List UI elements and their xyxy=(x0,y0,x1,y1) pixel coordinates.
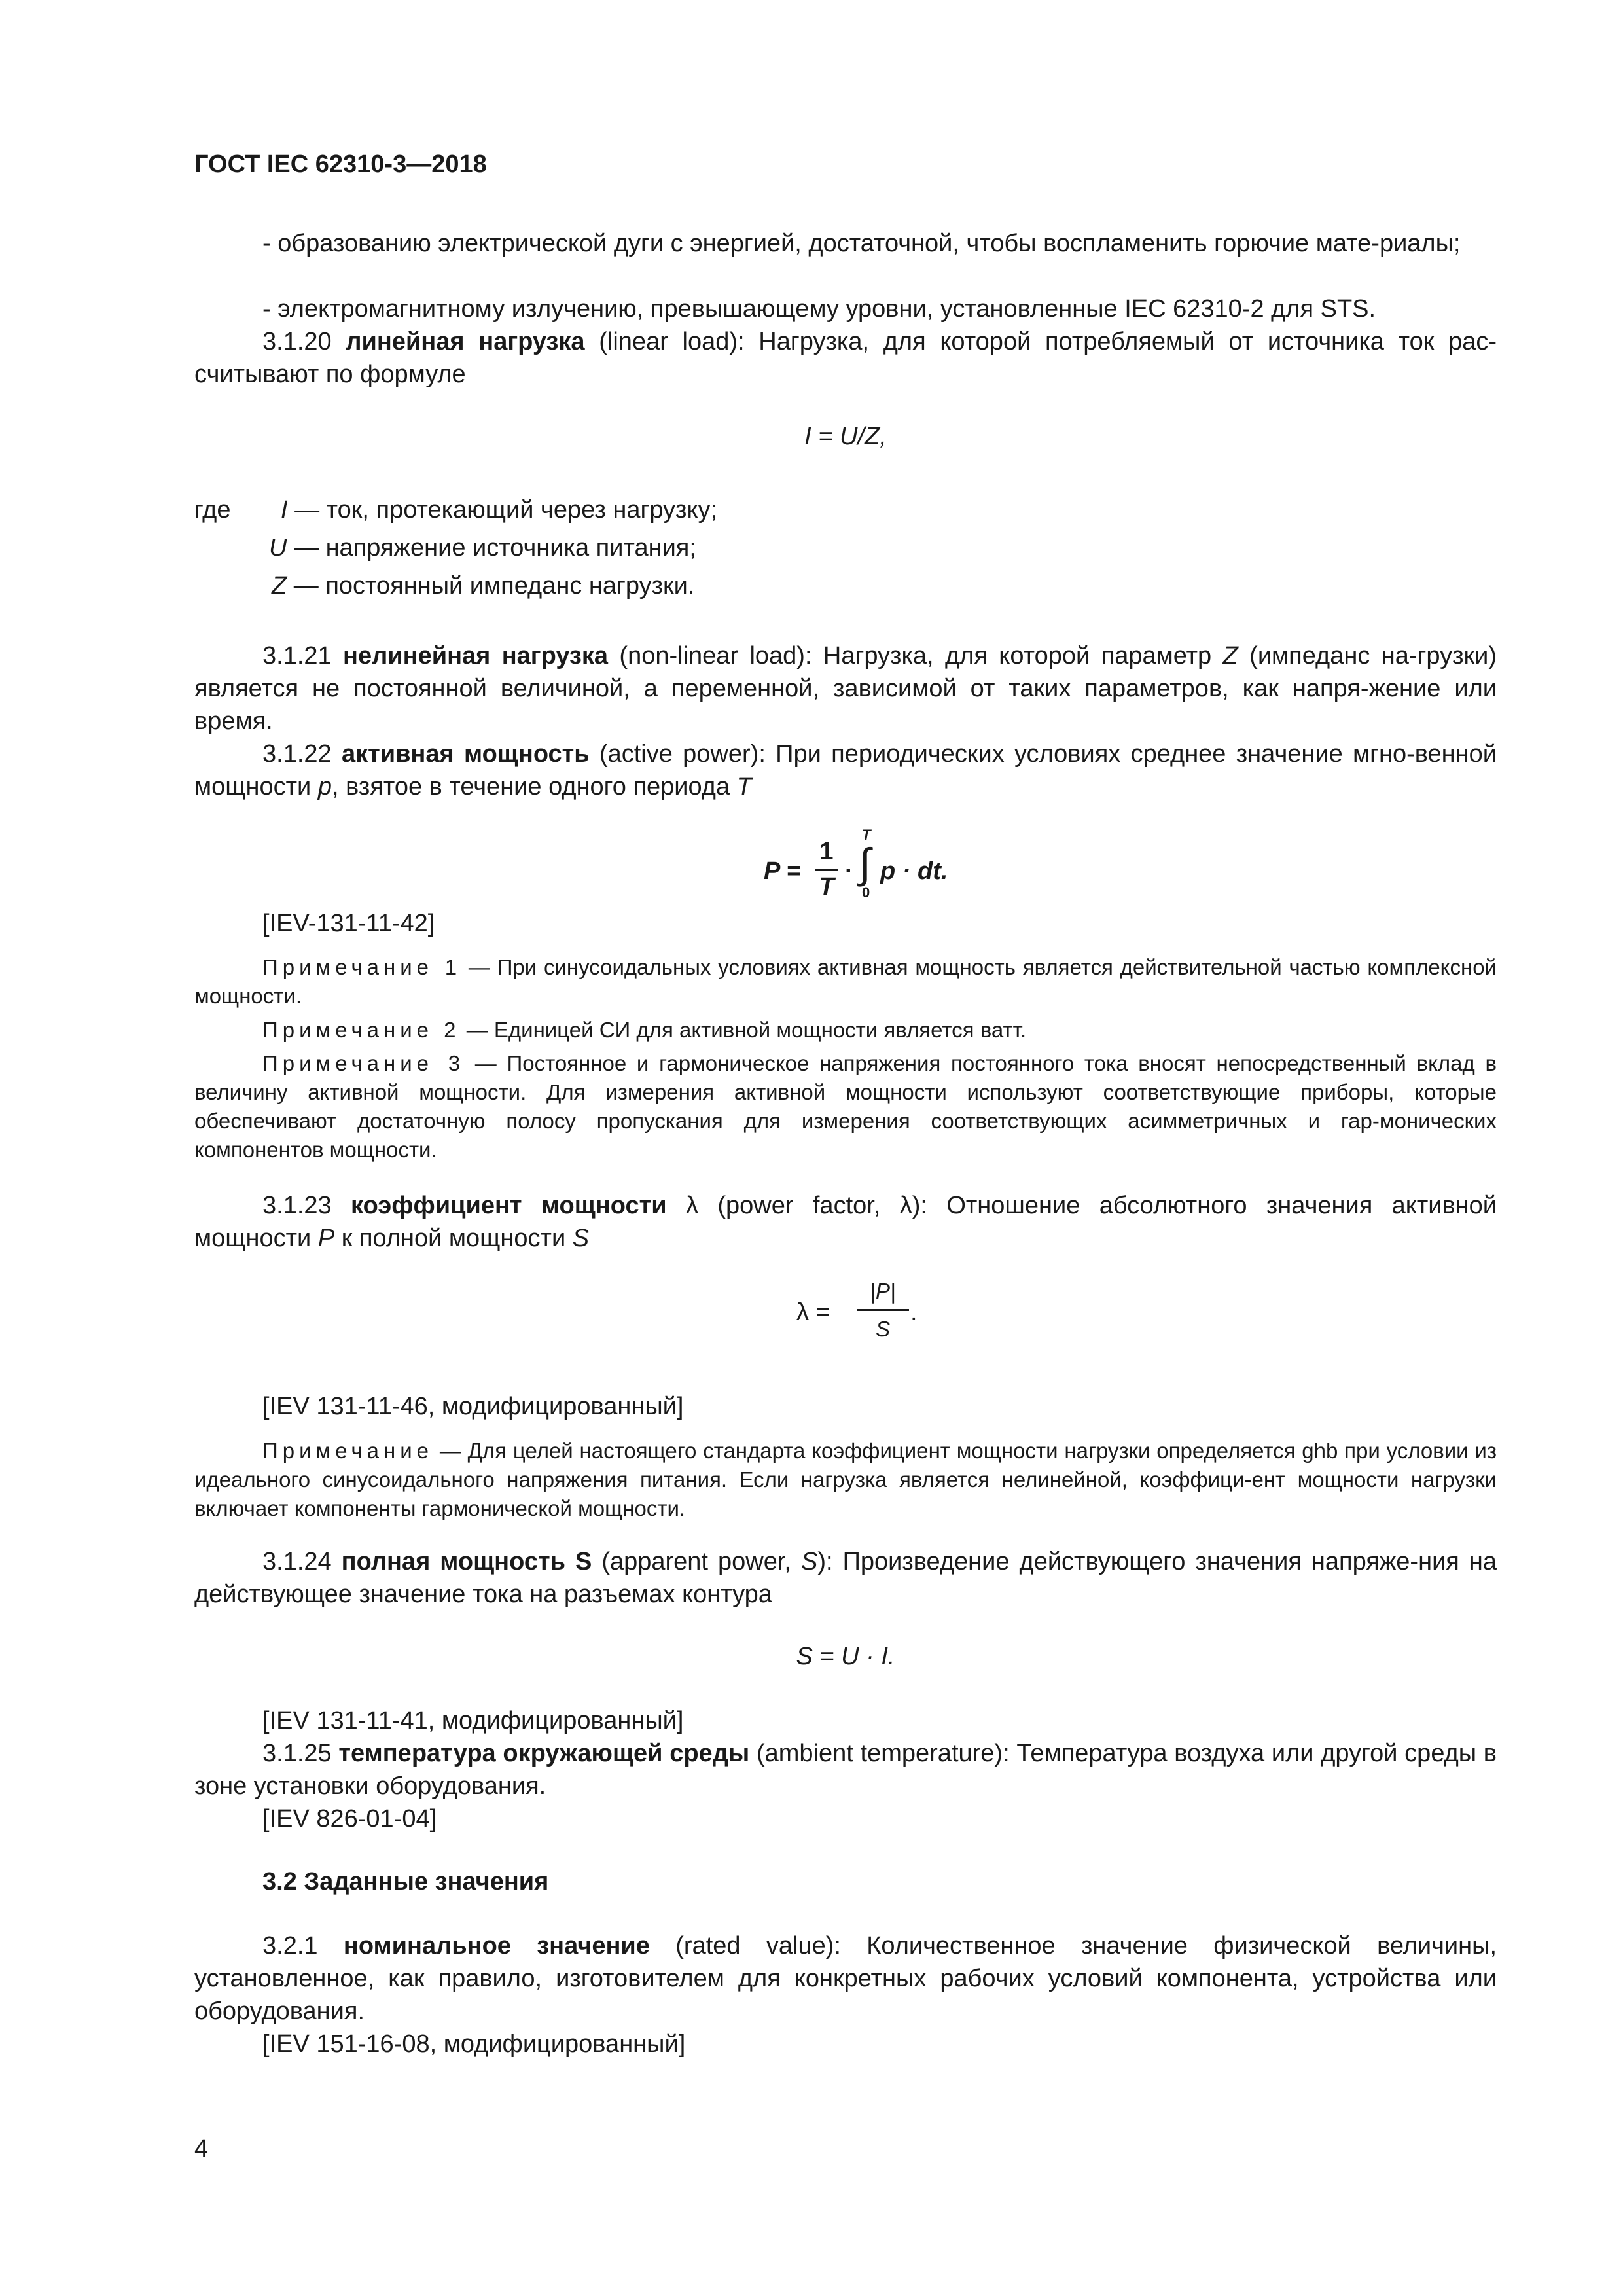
formula-tail: . xyxy=(910,1299,918,1326)
note-label: Примечание 2 xyxy=(262,1018,461,1042)
clause-text: (apparent power, xyxy=(592,1548,801,1575)
clause-text: (импеданс на-грузки) является не постоянной величиной, а переменной, зависимой от таких параметров, как напря-жение или время. xyxy=(194,642,1497,735)
formula-apparent-power: S = U · I. xyxy=(796,1643,895,1670)
fraction-numerator: |P| xyxy=(870,1279,896,1303)
definition: — напряжение источника питания; xyxy=(287,534,696,562)
note-text: — При синусоидальных условиях активная мощность является действительной частью комплексной мощности. xyxy=(194,955,1497,1008)
clause-text: (rated value): Количественное значение физической величины, установленное, как правило, изготовителем для конкретных рабочих условий компонента, устройства или оборудования. xyxy=(194,1932,1497,2025)
term: номинальное значение xyxy=(343,1932,650,1960)
clause-3-1-23 xyxy=(194,1189,1497,1255)
section-heading: 3.2 Заданные значения xyxy=(262,1868,549,1895)
where-def-U xyxy=(269,531,696,564)
formula-lhs: P = xyxy=(764,857,801,885)
integral-sign-icon: ∫ xyxy=(859,840,871,887)
term: температура окружающей среды xyxy=(338,1740,750,1767)
clause-3-1-22 xyxy=(194,738,1497,803)
reference: [IEV 151-16-08, модифицированный] xyxy=(262,2030,686,2058)
term: полная мощность S xyxy=(341,1548,592,1575)
note-text: — Для целей настоящего стандарта коэффициент мощности нагрузки определяется ghb при условии из идеального синусоидального напряжения питания. Если нагрузка является нелинейной, коэффици-ент мощности нагрузки включает компоненты гармонической мощности. xyxy=(194,1439,1497,1520)
list-item-emi: - электромагнитному излучению, превышающему уровни, установленные IEC 62310-2 для STS. xyxy=(262,295,1376,323)
formula-power-factor xyxy=(194,1270,1497,1348)
clause-number: 3.1.25 xyxy=(262,1740,332,1767)
formula-lhs: λ = xyxy=(796,1299,830,1326)
fraction-denominator: S xyxy=(875,1317,890,1341)
formula-ohm: I = U/Z, xyxy=(804,423,887,450)
term: линейная нагрузка xyxy=(346,328,585,355)
where-block xyxy=(194,493,1497,618)
clause-text: ): Произведение действующего значения напряже-ния на действующее значение тока на разъемах контура xyxy=(194,1548,1497,1608)
symbol: S xyxy=(800,1548,818,1575)
symbol: T xyxy=(736,773,752,800)
clause-number: 3.1.23 xyxy=(262,1192,332,1219)
clause-text: , взятое в течение одного периода xyxy=(331,773,737,800)
formula-active-power xyxy=(194,827,1497,910)
fraction-denominator: T xyxy=(819,873,834,901)
fraction-numerator: 1 xyxy=(819,838,834,865)
clause-text: (linear load): Нагрузка, для которой потребляемый от источника ток рас-считывают по формуле xyxy=(194,328,1497,388)
clause-text: (non-linear load): Нагрузка, для которой параметр xyxy=(608,642,1223,670)
clause-3-1-21 xyxy=(194,639,1497,738)
integral-upper-limit: T xyxy=(862,827,871,843)
integral-lower-limit: 0 xyxy=(862,884,870,901)
clause-text: к полной мощности xyxy=(334,1225,573,1252)
note-text: — Единицей СИ для активной мощности является ватт. xyxy=(460,1018,1027,1042)
reference: [IEV 131-11-46, модифицированный] xyxy=(262,1393,684,1420)
page-number: 4 xyxy=(194,2135,209,2162)
note-1 xyxy=(194,953,1497,1011)
note xyxy=(194,1437,1497,1523)
definition: — постоянный импеданс нагрузки. xyxy=(287,572,695,600)
clause-text: (power factor, λ): Отношение абсолютного значения активной мощности xyxy=(194,1192,1497,1252)
dot-operator: · xyxy=(845,857,853,885)
symbol: Z xyxy=(272,572,287,600)
term: нелинейная нагрузка xyxy=(343,642,609,670)
reference: [IEV-131-11-42] xyxy=(262,910,435,937)
clause-number: 3.1.21 xyxy=(262,642,332,670)
document-header: ГОСТ IEC 62310-3—2018 xyxy=(194,151,487,178)
symbol: Z xyxy=(1222,642,1238,670)
integrand: p · dt. xyxy=(880,857,948,885)
symbol: I xyxy=(281,496,288,524)
note-label: Примечание xyxy=(262,1439,434,1463)
note-text: — Постоянное и гармоническое напряжения постоянного тока вносят непосредственный вклад в величину активной мощности. Для измерения активной мощности используют соответствующие приборы, которые обеспечивают достаточную полосу пропускания для измерения соответствующих асимметричных и гар-монических компонентов мощности. xyxy=(194,1051,1497,1162)
where-def-I xyxy=(281,493,717,526)
clause-3-1-24 xyxy=(194,1545,1497,1611)
note-label: Примечание 1 xyxy=(262,955,462,979)
clause-3-2-1 xyxy=(194,1929,1497,2028)
clause-number: 3.2.1 xyxy=(262,1932,318,1960)
clause-number: 3.1.24 xyxy=(262,1548,332,1575)
note-3 xyxy=(194,1049,1497,1164)
term: активная мощность xyxy=(341,740,590,768)
definition: — ток, протекающий через нагрузку; xyxy=(287,496,718,524)
symbol: p xyxy=(317,773,332,800)
note-2 xyxy=(194,1016,1497,1045)
where-word: где xyxy=(194,496,231,524)
symbol: U xyxy=(269,534,287,562)
symbol: P xyxy=(317,1225,335,1252)
clause-number: 3.1.22 xyxy=(262,740,332,768)
clause-3-1-25 xyxy=(194,1737,1497,1803)
symbol: S xyxy=(572,1225,590,1252)
note-label: Примечание 3 xyxy=(262,1051,465,1075)
where-def-Z xyxy=(272,569,694,602)
fraction-bar xyxy=(857,1309,909,1311)
clause-3-1-20 xyxy=(194,325,1497,391)
list-item-arc: - образованию электрической дуги с энергией, достаточной, чтобы воспламенить горючие мате-риалы; xyxy=(262,230,1461,257)
reference: [IEV 826-01-04] xyxy=(262,1805,437,1833)
clause-number: 3.1.20 xyxy=(262,328,332,355)
clause-text: (ambient temperature): Температура воздуха или другой среды в зоне установки оборудования. xyxy=(194,1740,1497,1800)
clause-text: (active power): При периодических условиях среднее значение мгно-венной мощности xyxy=(194,740,1497,800)
reference: [IEV 131-11-41, модифицированный] xyxy=(262,1707,684,1734)
symbol: λ xyxy=(685,1192,698,1219)
term: коэффициент мощности xyxy=(351,1192,667,1219)
